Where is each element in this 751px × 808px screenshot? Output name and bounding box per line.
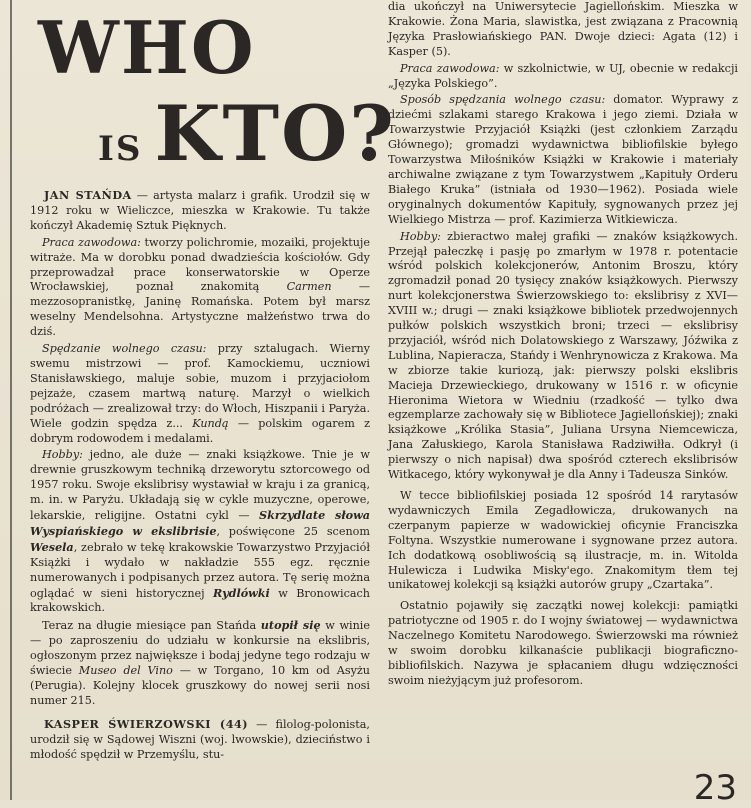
standa-free-label: Spędzanie wolnego czasu: bbox=[42, 342, 207, 356]
swierzowski-free-label: Sposób spędzania wolnego czasu: bbox=[400, 93, 606, 107]
standa-intro: JAN STAŃDA — artysta malarz i grafik. Urodził się w 1912 roku w Wieliczce, mieszka w Krakowie. Tu także kończył Akademię Sztuk Pięknych. bbox=[30, 188, 370, 232]
swierzowski-work-label: Praca zawodowa: bbox=[400, 61, 500, 75]
standa-long-months: Teraz na długie miesiące pan Stańda utopił się w winie — po zaproszeniu do udziału w konkursie na ekslibris, ogłoszonym przez największe i bodaj jedyne tego rodzaju w świecie Museo del Vino — w Torgano, 10 km od Asyżu (Perugia). Kolejny klocek gruszkowy do nowej serii nosi numer 215. bbox=[30, 618, 371, 707]
standa-hobby-label: Hobby: bbox=[42, 448, 83, 462]
standa-hobby: Hobby: jedno, ale duże — znaki książkowe. Tnie je w drewnie gruszkowym techniką drzeworytu sztorcowego od 1957 roku. Swoje ekslibrisy wystawiał w kraju i za granicą, m. in. w Paryżu. Układają się w cykle muzyczne, operowe, lekarskie, religijne. Ostatni cykl — Skrzydlate słowa Wyspiańskiego w ekslibrisie, poświęcone 25 scenom Wesela, zebrało w tekę krakowskie Towarzystwo Przyjaciół Książki i wydało w nakładzie 555 egz. ręcznie numerowanych i podpisanych przez autora. Tę serię można oglądać w sieni historycznej Rydlówki w Bronowicach krakowskich. bbox=[30, 448, 370, 615]
left-column bbox=[30, 0, 396, 763]
standa-name: JAN STAŃDA bbox=[44, 188, 132, 202]
page-number: 23 bbox=[693, 768, 737, 808]
headline-is: IS bbox=[98, 129, 143, 169]
swierzowski-continued: dia ukończył na Uniwersytecie Jagiellońskim. Mieszka w Krakowie. Żona Maria, slawistka, jest związana z Pracownią Języka Prasłowiańskiego PAN. Dwoje dzieci: Agata (12) i Kasper (5). bbox=[388, 0, 738, 58]
headline-who: WHO bbox=[38, 5, 256, 90]
standa-work: Praca zawodowa: tworzy polichromie, mozaiki, projektuje witraże. Ma w dorobku ponad dwadzieścia kościołów. Gdy przeprowadzał prace konserwatorskie w Operze Wrocławskiej, poznał znakomitą Carmen — mezzosopranistkę, Janinę Romańska. Potem był marsz weselny Mendelsohna. Artystyczne małżeństwo trwa do dziś. bbox=[30, 235, 371, 339]
swierzowski-work: Praca zawodowa: w szkolnictwie, w UJ, obecnie w redakcji „Języka Polskiego”. bbox=[388, 61, 738, 90]
swierzowski-free-time: Sposób spędzania wolnego czasu: domator. Wyprawy z dziećmi szlakami starego Krakowa i jego ziemi. Działa w Towarzystwie Przyjaciół Książki (jest członkiem Zarządu Głównego); gromadzi wydawnictwa bibliofilskie byłego Towarzystwa Miłośników Książki w Krakowie i materiały archiwalne związane z tym Towarzystwem „Kapituły Orderu Białego Kruka” (istniała od 1930—1962). Posiada wiele oryginalnych dokumentów Kapituły, sygnowanych przez jej Wielkiego Mistrza — prof. Kazimierza Witkiewicza. bbox=[388, 93, 738, 226]
standa-work-label: Praca zawodowa: bbox=[42, 235, 141, 249]
swierzowski-new-collection: Ostatnio pojawiły się zaczątki nowej kolekcji: pamiątki patriotyczne od 1905 r. do I wojny światowej — wydawnictwa Naczelnego Komitetu Narodowego. Świerzowski ma również w swoim dorobku kilkanaście publikacji biograficzno-bibliofilskich. Nazywa je spłacaniem długu wdzięczności swoim nieżyjącym już profesorom. bbox=[388, 599, 738, 687]
headline-kto: KTO? bbox=[154, 89, 396, 178]
swierzowski-teczka: W tecce bibliofilskiej posiada 12 spośród 14 rarytasów wydawniczych Emila Zegadłowicza, drukowanych na czerpanym papierze w wadowickiej oficynie Franciszka Foltyna. Wszystkie numerowane i sygnowane przez autora. Ich dodatkową osobliwością są ilustracje, m. in. Witolda Hulewicza i Ludwika Misky'ego. Znakomitym tłem tej unikatowej kolekcji są książki autorów grupy „Czartaka”. bbox=[388, 489, 738, 592]
swierzowski-intro: KASPER ŚWIERZOWSKI (44) — filolog-polonista, urodził się w Sądowej Wiszni (woj. lwowskie), dzieciństwo i młodość spędził w Przemyślu, stu- bbox=[30, 716, 370, 761]
swierzowski-hobby-label: Hobby: bbox=[400, 229, 441, 243]
swierzowski-name: KASPER ŚWIERZOWSKI (44) bbox=[44, 716, 249, 731]
headline-row2 bbox=[98, 89, 396, 178]
left-margin-rule bbox=[10, 0, 12, 800]
right-column bbox=[388, 0, 738, 689]
standa-free-time: Spędzanie wolnego czasu: przy sztalugach. Wierny swemu mistrzowi — prof. Kamockiemu, uczniowi Stanisławskiego, maluje sobie, muzom i przyjaciołom pejzaże, czasem martwą naturę. Marzył o wielkich podróżach — zrealizował trzy: do Włoch, Hiszpanii i Paryża. Wiele godzin spędza z... Kundą — polskim ogarem z dobrym rodowodem i medalami. bbox=[30, 342, 370, 445]
swierzowski-hobby: Hobby: zbieractwo małej grafiki — znaków książkowych. Przejął pałeczkę i pasję po zmarłym w 1978 r. potentacie wśród polskich kolekcjonerów, Antonim Broszu, który zgromadził ponad 20 tysięcy znaków książkowych. Pierwszy nurt kolekcjonerstwa Świerzowskiego to: ekslibrisy z XVI—XVIII w.; drugi — znaki książkowe bibliotek przedwojennych pułków polskich wszystkich broni; trzeci — ekslibrisy przyjaciół, wśród nich Dolatowskiego z Warszawy, Jóźwika z Lublina, Napieracza, Stańdy i Wenhrynowicza z Krakowa. Ma w zbiorze takie kuriozą, jak: pierwszy polski ekslibris Macieja Drzewieckiego, drukowany w 1516 r. w oficynie Hieronima Wietora w Wiedniu (rzadkość — tylko dwa egzemplarze zachowały się w Bibliotece Jagiellońskiej); znaki książkowe „Królika Stasia”, Juliana Ursyna Niemcewicza, Jana Załuskiego, Karola Stanisława Radziwiłła. Odkrył (i pierwszy o nich napisał) dwa spośród czterech ekslibrisów Witkacego, który wykonywał je dla Anny i Tadeusza Sinków. bbox=[388, 229, 738, 482]
